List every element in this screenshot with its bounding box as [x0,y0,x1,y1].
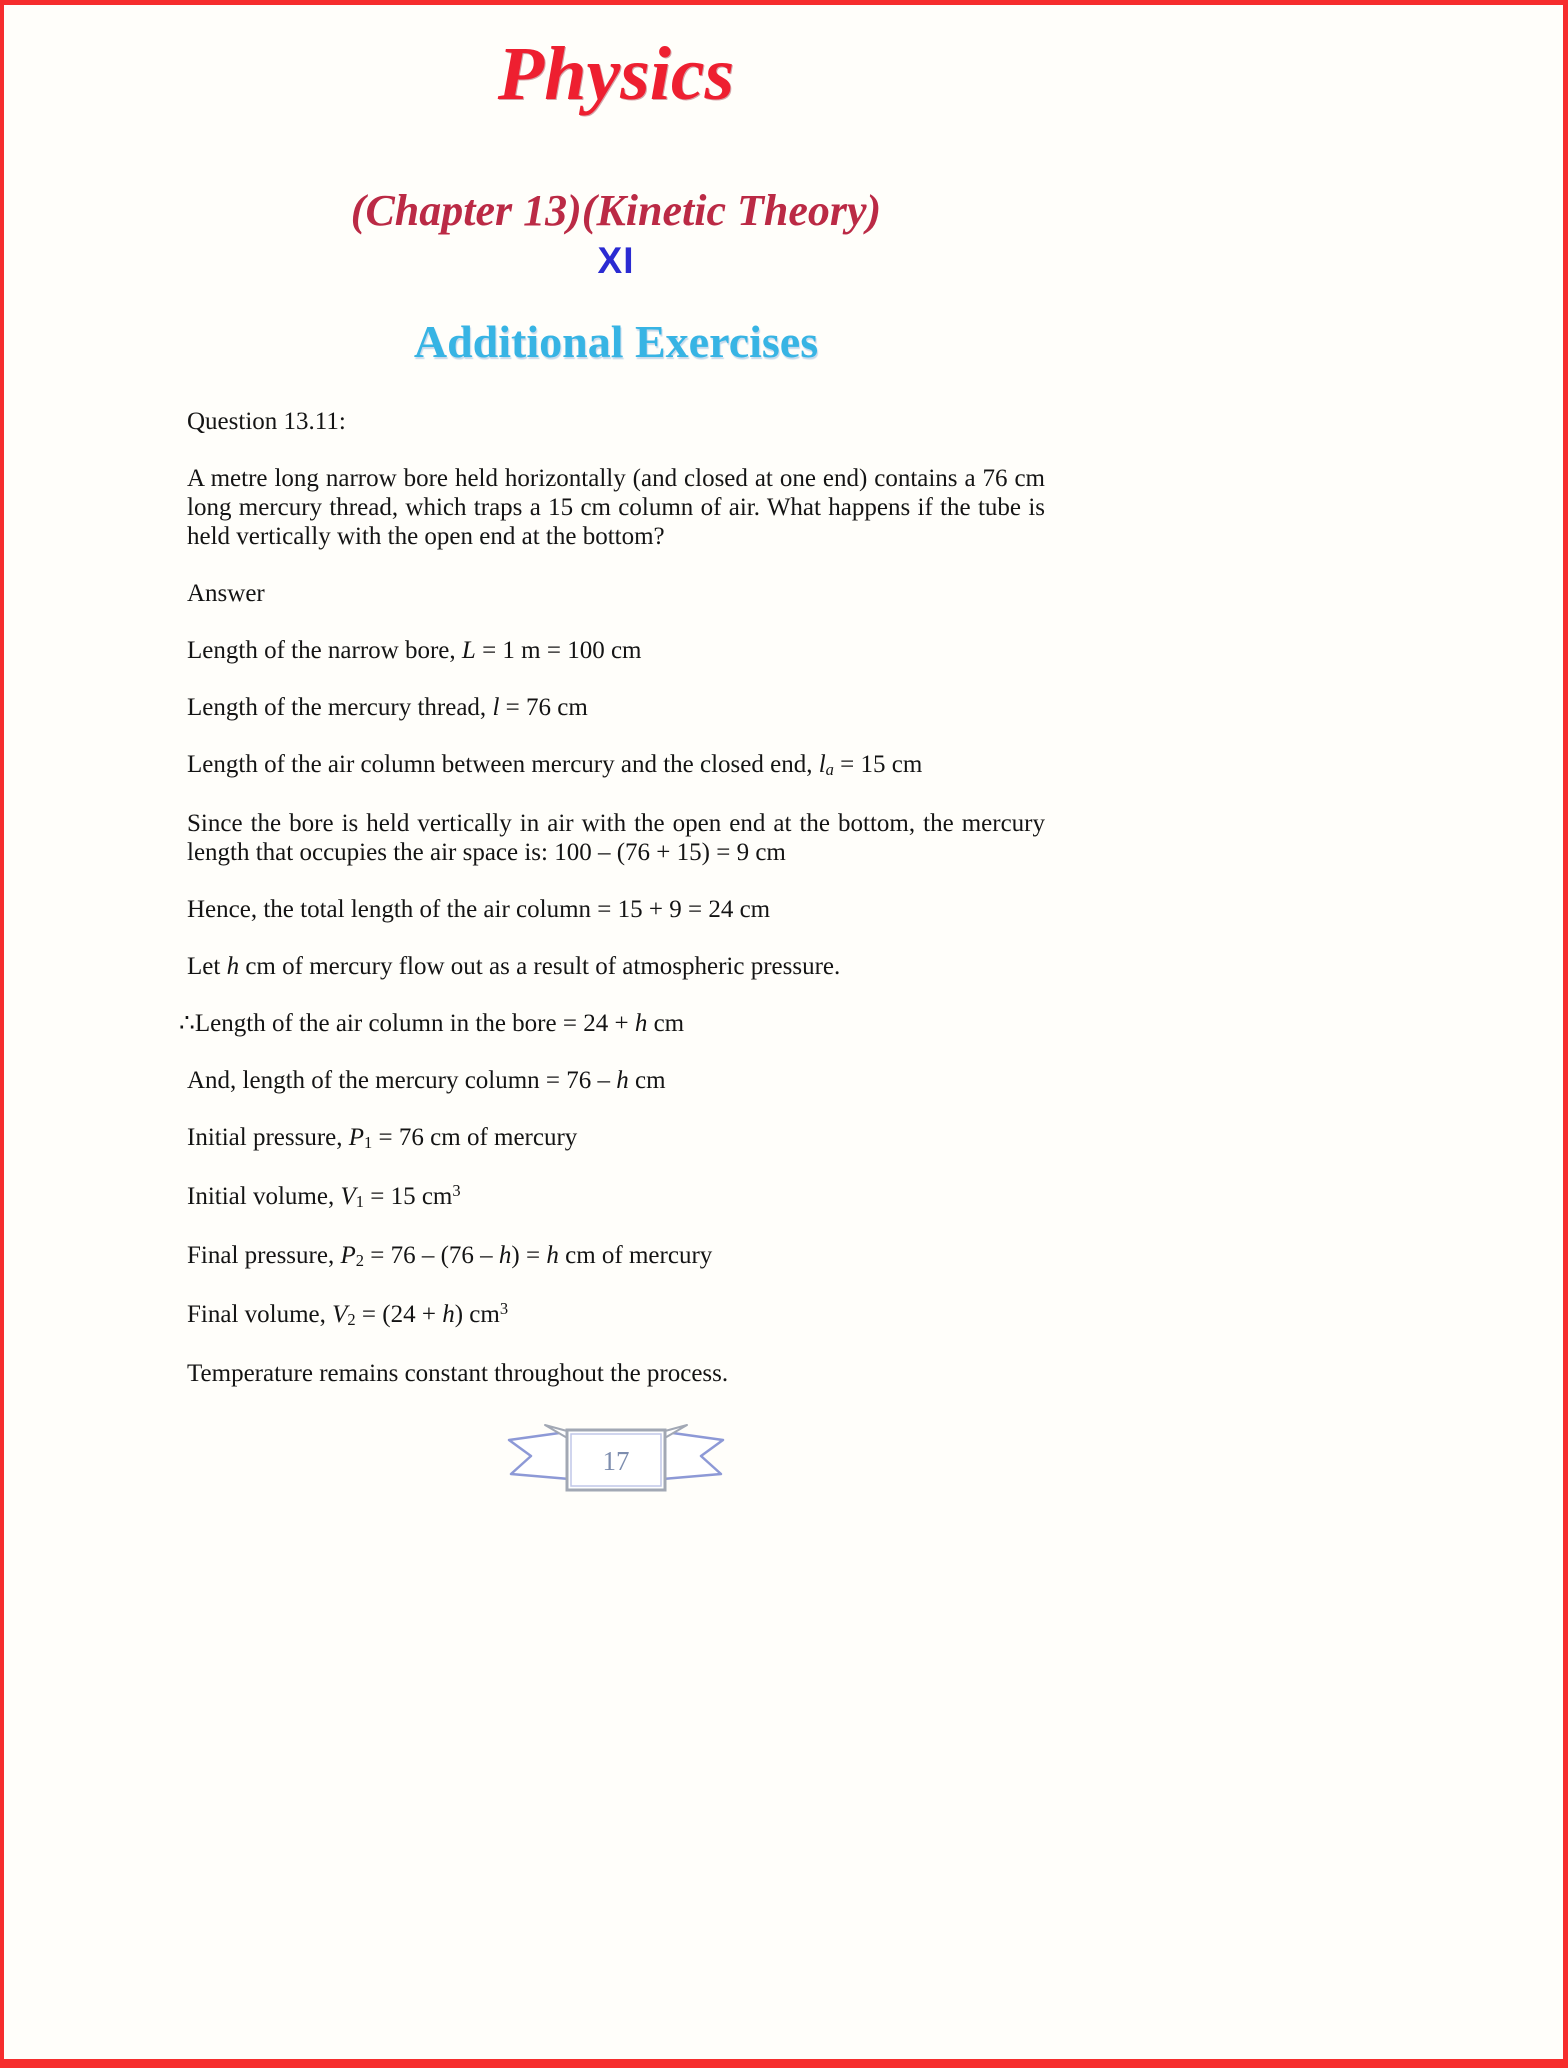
chapter-heading: (Chapter 13)(Kinetic Theory) [350,185,882,235]
therefore-air-column-line: ∴Length of the air column in the bore = 24 + h cm [179,1009,685,1037]
answer-body [179,407,1045,1388]
total-air-column-line: Hence, the total length of the air column = 15 + 9 = 24 cm [187,895,771,923]
air-column-line: Length of the air column between mercury and the closed end, la = 15 cm [187,750,923,780]
answer-label: Answer [187,579,265,607]
initial-pressure-line: Initial pressure, P1 = 76 cm of mercury [187,1123,578,1153]
let-h-line: Let h cm of mercury flow out as a result of atmospheric pressure. [187,952,841,980]
initial-volume-line: Initial volume, V1 = 15 $cm^3$ [187,1180,461,1212]
mercury-thread-line: Length of the mercury thread, l = 76 cm [187,693,588,721]
question-label: Question 13.11: [187,407,346,435]
temperature-line: Temperature remains constant throughout the process. [187,1359,729,1387]
mercury-column-line: And, length of the mercury column = 76 – h cm [187,1066,666,1094]
final-volume-line: Final volume, V2 = (24 + h) $cm^3$ [187,1298,509,1330]
class-level-label: XI [597,239,635,281]
page-number: 17 [602,1445,630,1476]
mercury-displacement-para: Since the bore is held vertically in air with the open end at the bottom, the mercury length that occupies the air space is: 100 – (76 + 15) = 9 cm [187,809,1045,866]
final-pressure-line: Final pressure, P2 = 76 – (76 – h) = h cm of mercury [187,1241,713,1271]
document-content [179,5,1045,1496]
document-title: Physics [497,32,735,116]
page-number-ribbon [501,1416,731,1496]
section-heading: Additional Exercises [413,315,819,367]
question-text: A metre long narrow bore held horizontally (and closed at one end) contains a 76 cm long mercury thread, which traps a 15 cm column of air. What happens if the tube is held vertically with the open end at the bottom? [187,464,1045,550]
bore-length-line: Length of the narrow bore, L = 1 m = 100 cm [187,636,642,664]
